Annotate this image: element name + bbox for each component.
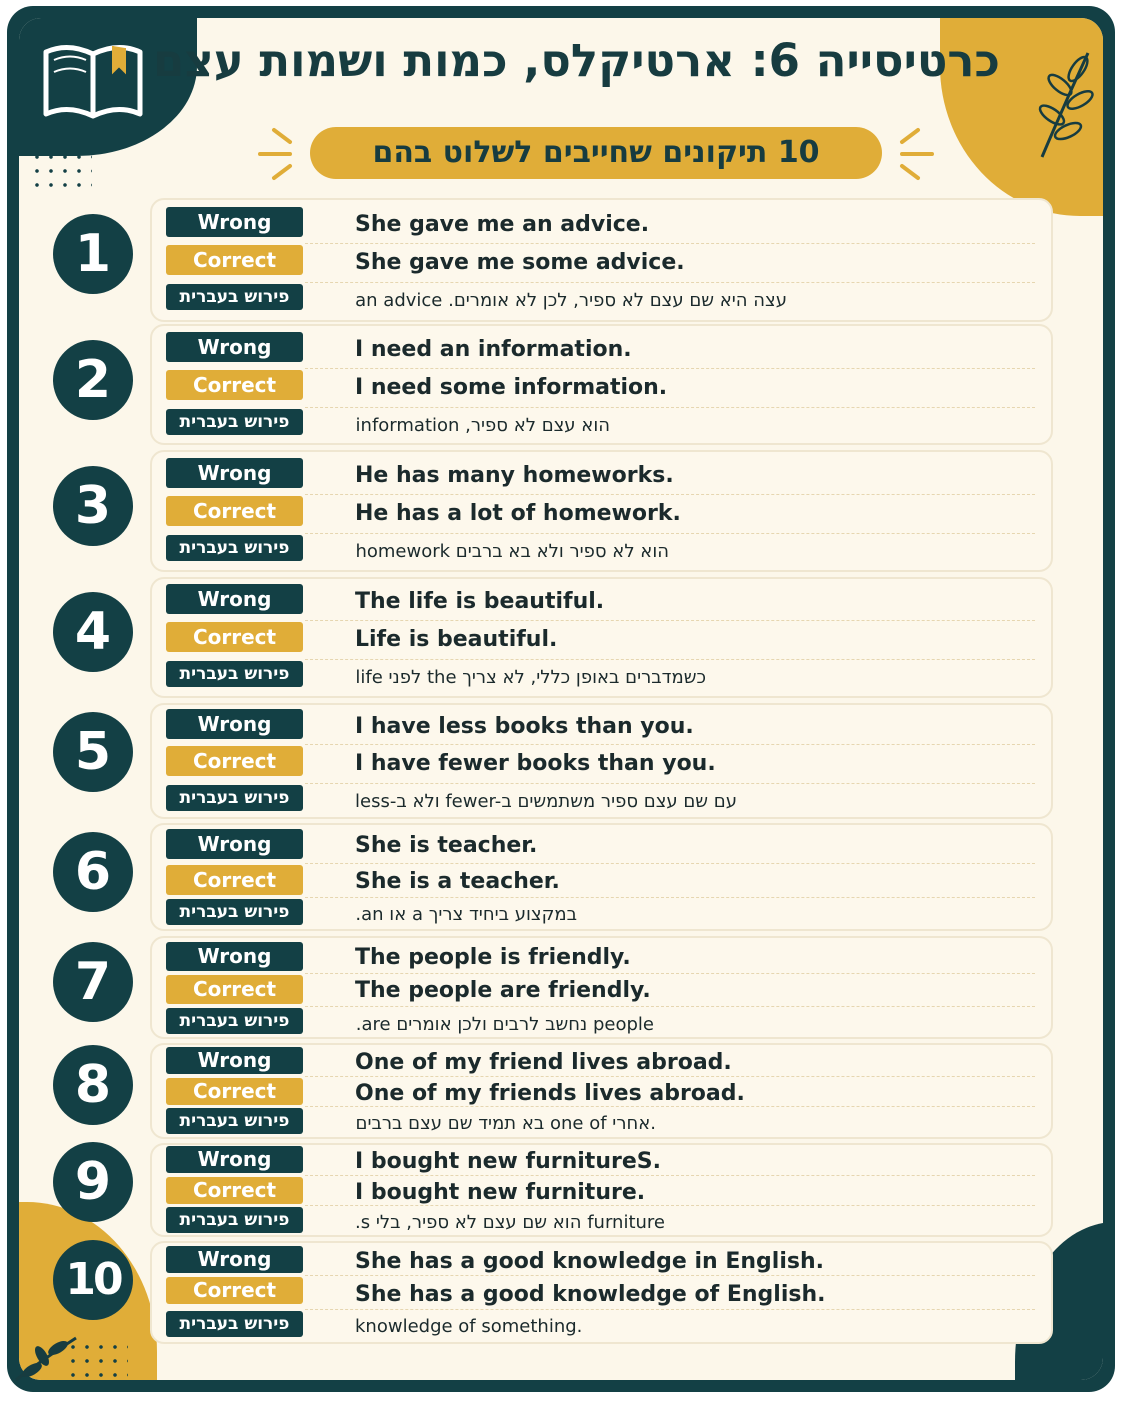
row-divider <box>305 863 1035 864</box>
correct-sentence: Life is beautiful. <box>355 627 558 652</box>
wrong-sentence: She is teacher. <box>355 833 538 858</box>
wrong-label: Wrong <box>166 1047 303 1074</box>
correct-label: Correct <box>166 975 303 1004</box>
correct-label: Correct <box>166 1277 303 1304</box>
row-divider <box>305 1275 1035 1276</box>
correct-sentence: She has a good knowledge of English. <box>355 1282 826 1307</box>
wrong-sentence: He has many homeworks. <box>355 463 674 488</box>
page-subtitle: 10 תיקונים שחייבים לשלוט בהם <box>310 127 882 179</box>
item-number-badge: 8 <box>53 1045 133 1125</box>
item-number-badge: 2 <box>53 340 133 420</box>
hebrew-explanation: less-ולא ב fewer-עם שם עצם ספיר משתמשים ב <box>355 791 737 812</box>
hebrew-explanation: .s הוא שם עצם לא ספיר, בלי furniture <box>355 1212 665 1233</box>
correct-sentence: He has a lot of homework. <box>355 501 681 526</box>
page-title: כרטיסייה 6: ארטיקלס, כמות ושמות עצם <box>153 34 1000 87</box>
correct-sentence: The people are friendly. <box>355 978 651 1003</box>
dots-decoration-icon <box>66 1340 128 1380</box>
correct-sentence: I need some information. <box>355 375 668 400</box>
row-divider <box>305 1006 1035 1007</box>
row-divider <box>305 1175 1035 1176</box>
wrong-sentence: I bought new furnitureS. <box>355 1149 661 1174</box>
wrong-label: Wrong <box>166 584 303 614</box>
row-divider <box>305 1076 1035 1077</box>
wrong-label: Wrong <box>166 942 303 971</box>
book-icon <box>38 38 148 123</box>
hebrew-explanation-label: פירוש בעברית <box>166 409 303 435</box>
wrong-label: Wrong <box>166 332 303 362</box>
correct-label: Correct <box>166 370 303 400</box>
row-divider <box>305 973 1035 974</box>
wrong-label: Wrong <box>166 207 303 237</box>
burst-left-icon <box>256 126 296 182</box>
correct-label: Correct <box>166 1078 303 1105</box>
correct-sentence: She gave me some advice. <box>355 250 685 275</box>
correct-label: Correct <box>166 622 303 652</box>
correct-label: Correct <box>166 746 303 776</box>
correct-label: Correct <box>166 1177 303 1204</box>
row-divider <box>305 494 1035 495</box>
wrong-sentence: One of my friend lives abroad. <box>355 1050 732 1075</box>
row-divider <box>305 282 1035 283</box>
correct-sentence: I bought new furniture. <box>355 1180 646 1205</box>
hebrew-explanation: .are נחשב לרבים ולכן אומרים people <box>355 1014 654 1035</box>
hebrew-explanation-label: פירוש בעברית <box>166 284 303 310</box>
wrong-sentence: She gave me an advice. <box>355 212 650 237</box>
row-divider <box>305 243 1035 244</box>
item-number-badge: 5 <box>53 712 133 792</box>
hebrew-explanation: knowledge of something. <box>355 1316 583 1337</box>
correct-sentence: I have fewer books than you. <box>355 751 716 776</box>
wrong-sentence: I have less books than you. <box>355 714 694 739</box>
item-number-badge: 9 <box>53 1142 133 1222</box>
row-divider <box>305 1309 1035 1310</box>
item-number-badge: 10 <box>53 1240 133 1320</box>
wrong-label: Wrong <box>166 1146 303 1173</box>
hebrew-explanation: .אחרי one of בא תמיד שם עצם ברבים <box>355 1113 656 1134</box>
item-number-badge: 6 <box>53 832 133 912</box>
wrong-label: Wrong <box>166 709 303 739</box>
hebrew-explanation-label: פירוש בעברית <box>166 785 303 811</box>
hebrew-explanation-label: פירוש בעברית <box>166 1108 303 1134</box>
wrong-sentence: The people is friendly. <box>355 945 631 970</box>
wrong-sentence: I need an information. <box>355 337 632 362</box>
hebrew-explanation-label: פירוש בעברית <box>166 899 303 925</box>
hebrew-explanation-label: פירוש בעברית <box>166 1207 303 1233</box>
row-divider <box>305 897 1035 898</box>
leaf-branch-icon <box>1030 45 1100 165</box>
hebrew-explanation: an advice .עצה היא שם עצם לא ספיר, לכן לא אומרים <box>355 290 787 311</box>
hebrew-explanation-label: פירוש בעברית <box>166 661 303 687</box>
wrong-sentence: She has a good knowledge in English. <box>355 1249 825 1274</box>
correct-label: Correct <box>166 865 303 895</box>
wrong-label: Wrong <box>166 458 303 488</box>
hebrew-explanation-label: פירוש בעברית <box>166 535 303 561</box>
correct-sentence: One of my friends lives abroad. <box>355 1081 745 1106</box>
row-divider <box>305 533 1035 534</box>
correct-label: Correct <box>166 496 303 526</box>
wrong-label: Wrong <box>166 829 303 859</box>
correct-sentence: She is a teacher. <box>355 869 560 894</box>
row-divider <box>305 620 1035 621</box>
dots-decoration-icon <box>30 150 92 194</box>
correct-label: Correct <box>166 245 303 275</box>
item-number-badge: 3 <box>53 466 133 546</box>
item-number-badge: 4 <box>53 592 133 672</box>
hebrew-explanation: information ,הוא עצם לא ספיר <box>355 415 610 436</box>
hebrew-explanation-label: פירוש בעברית <box>166 1008 303 1034</box>
row-divider <box>305 1205 1035 1206</box>
hebrew-explanation: life לפני the כשמדברים באופן כללי, לא צריך <box>355 667 706 688</box>
row-divider <box>305 407 1035 408</box>
wrong-label: Wrong <box>166 1246 303 1273</box>
row-divider <box>305 659 1035 660</box>
burst-right-icon <box>896 126 936 182</box>
row-divider <box>305 1106 1035 1107</box>
item-number-badge: 7 <box>53 942 133 1022</box>
hebrew-explanation: .an או a במקצוע ביחיד צריך <box>355 904 577 925</box>
row-divider <box>305 368 1035 369</box>
item-number-badge: 1 <box>53 214 133 294</box>
hebrew-explanation-label: פירוש בעברית <box>166 1311 303 1337</box>
wrong-sentence: The life is beautiful. <box>355 589 605 614</box>
row-divider <box>305 783 1035 784</box>
hebrew-explanation: homework הוא לא ספיר ולא בא ברבים <box>355 541 669 562</box>
row-divider <box>305 744 1035 745</box>
